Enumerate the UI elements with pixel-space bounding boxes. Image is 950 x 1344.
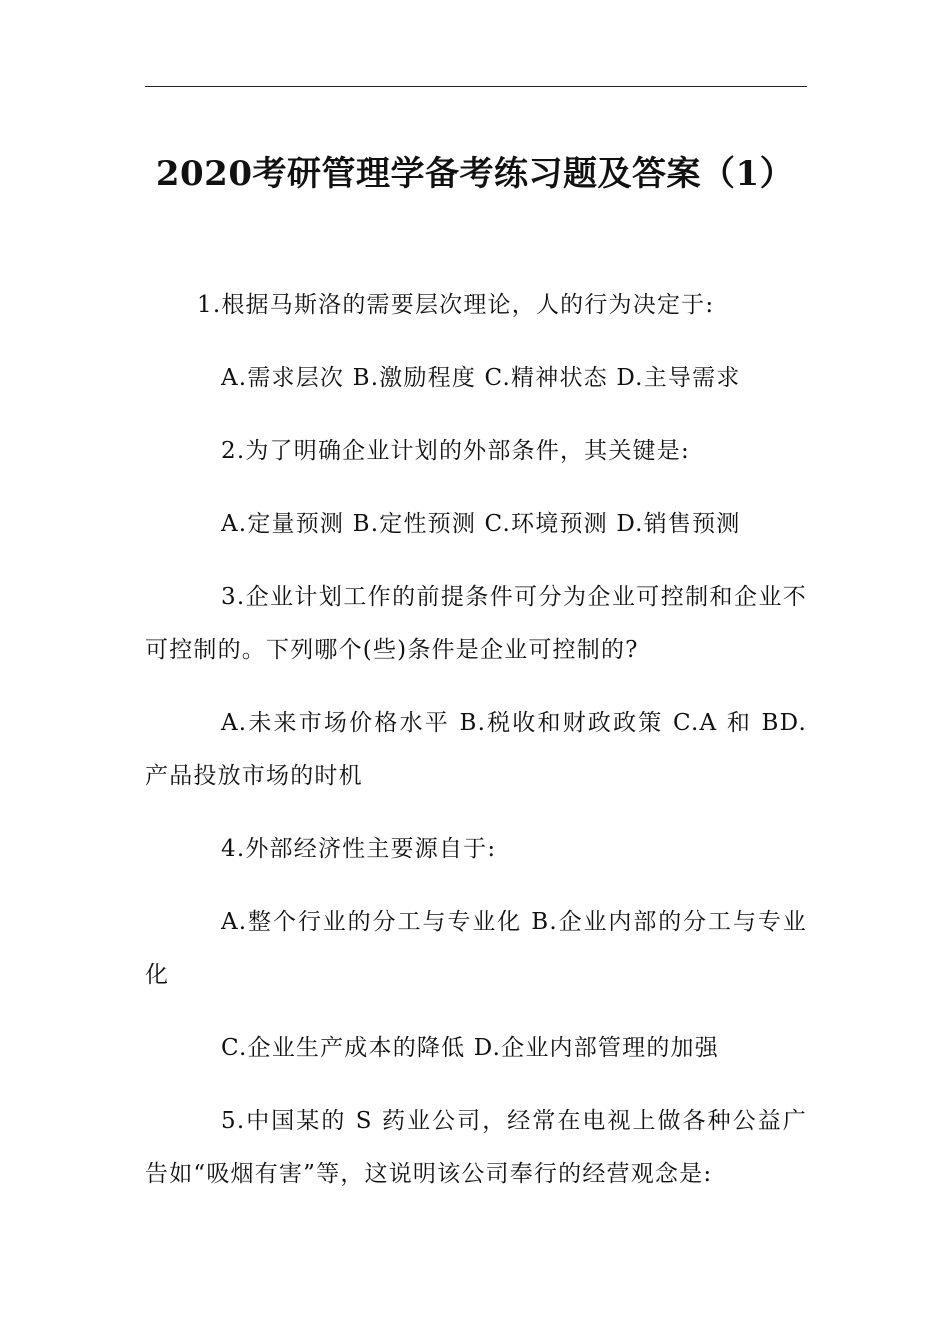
question-1: 1.根据马斯洛的需要层次理论，人的行为决定于:: [197, 292, 715, 318]
header-rule: [145, 86, 807, 87]
question-2: 2.为了明确企业计划的外部条件，其关键是:: [221, 438, 690, 464]
document-body: [145, 279, 807, 1221]
question-4-options-ab: A.整个行业的分工与专业化 B.企业内部的分工与专业化: [145, 909, 807, 988]
document-title: 2020考研管理学备考练习题及答案（1）: [155, 154, 795, 194]
question-3: 3.企业计划工作的前提条件可分为企业可控制和企业不可控制的。下列哪个(些)条件是企业可控制的?: [145, 584, 807, 663]
question-3-options: A.未来市场价格水平 B.税收和财政政策 C.A 和 BD.产品投放市场的时机: [145, 710, 807, 789]
question-2-options: A.定量预测 B.定性预测 C.环境预测 D.销售预测: [221, 511, 741, 537]
question-4: 4.外部经济性主要源自于:: [221, 836, 497, 862]
question-4-options-cd: C.企业生产成本的降低 D.企业内部管理的加强: [221, 1035, 719, 1061]
question-1-options: A.需求层次 B.激励程度 C.精神状态 D.主导需求: [221, 365, 741, 391]
question-5: 5.中国某的 S 药业公司，经常在电视上做各种公益广告如“吸烟有害”等，这说明该公司奉行的经营观念是:: [145, 1108, 807, 1187]
